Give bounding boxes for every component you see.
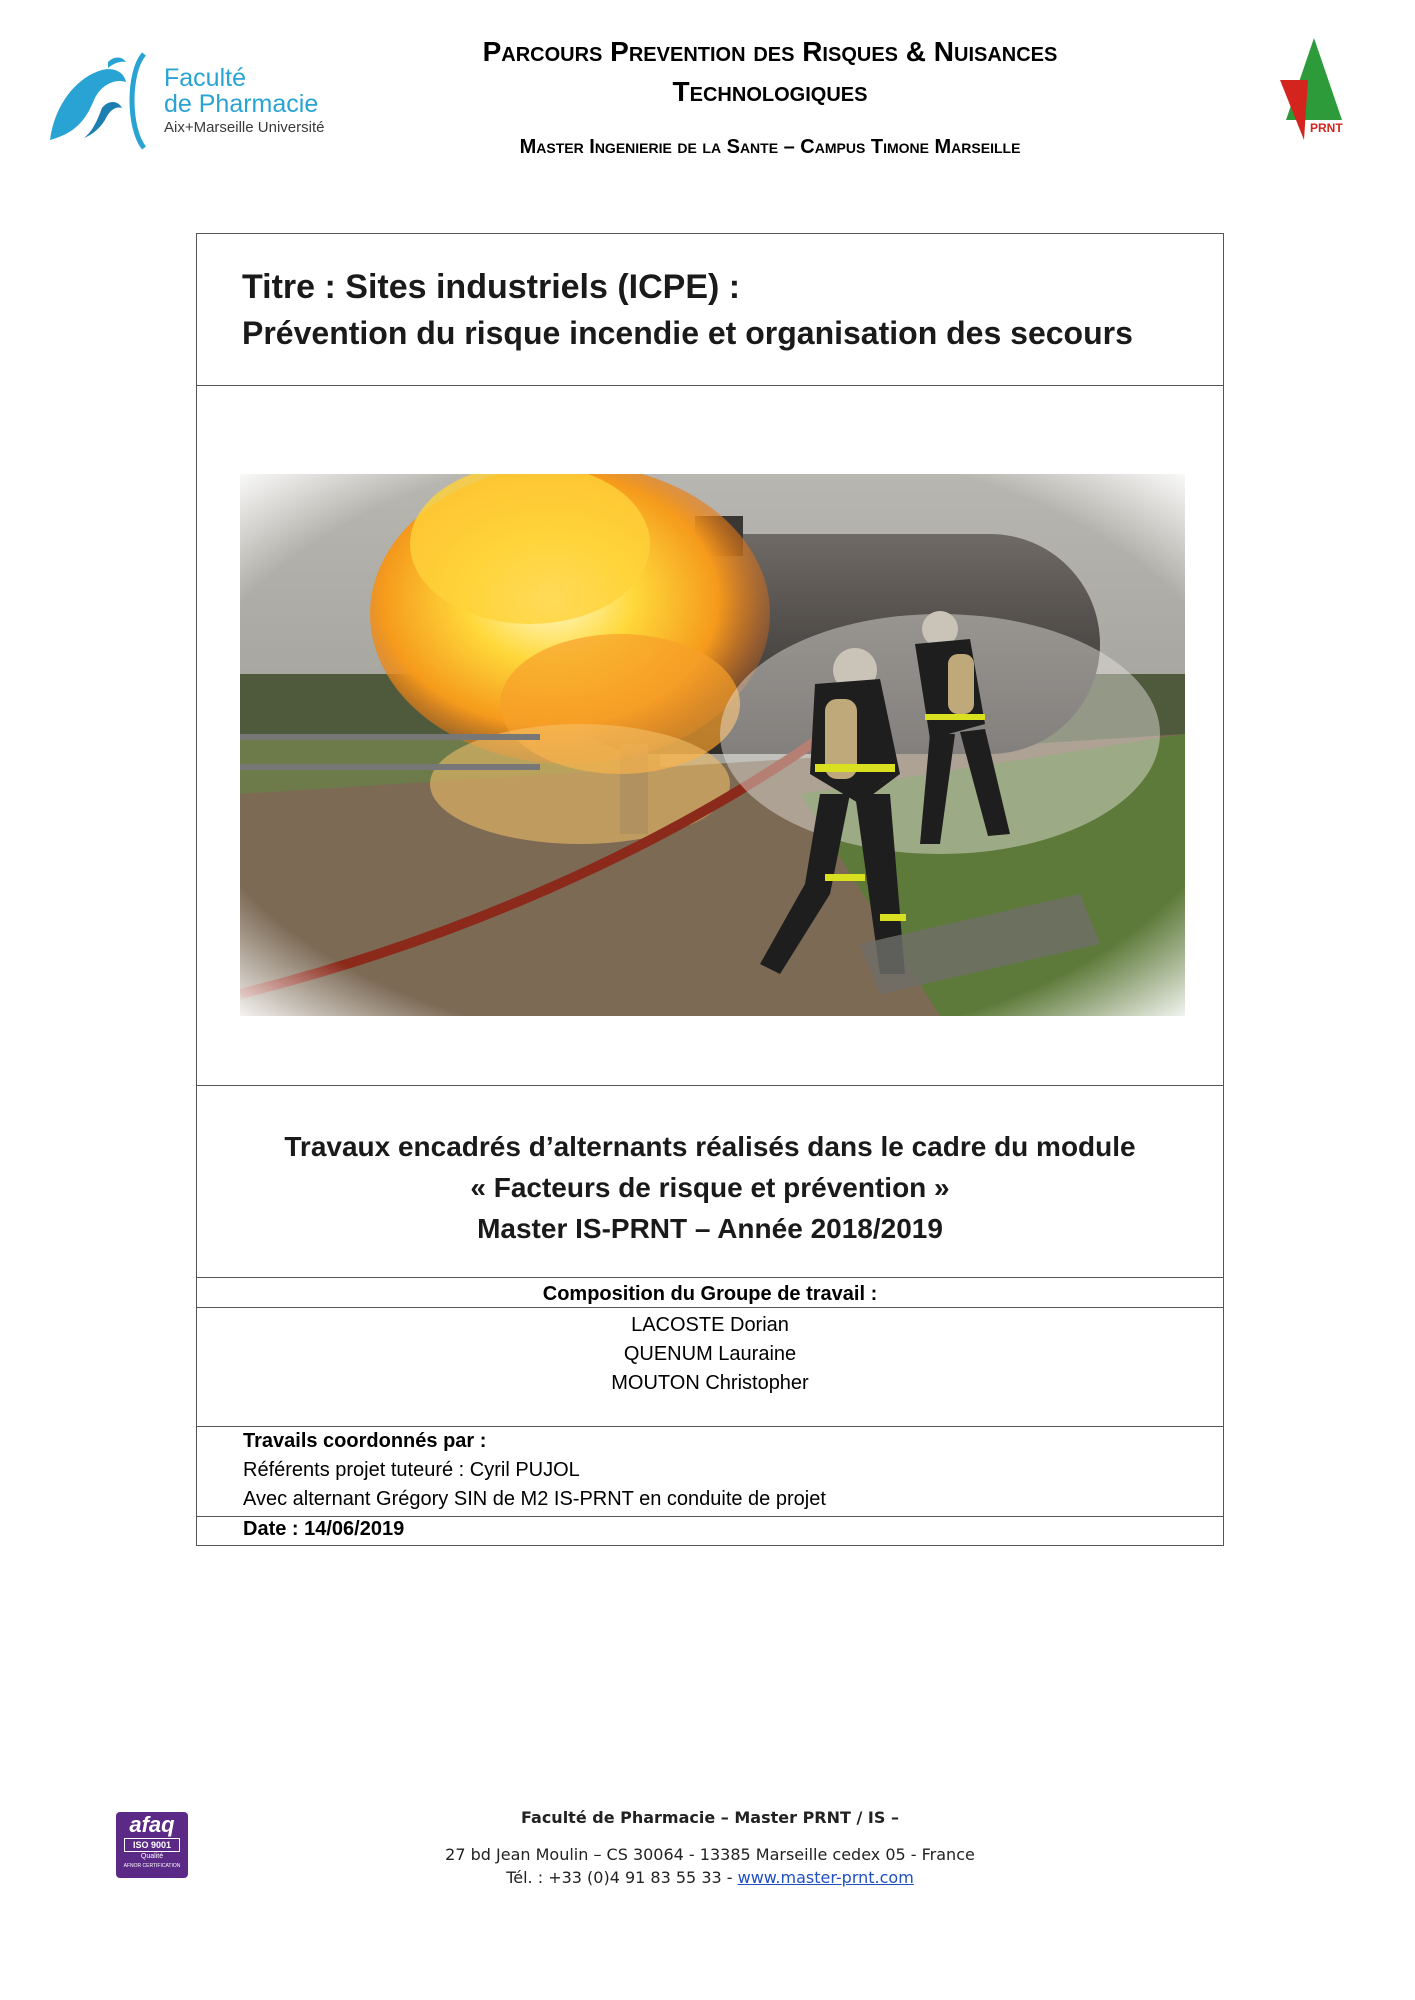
afaq-logo-line4: AFNOR CERTIFICATION [123,1863,181,1869]
parcours-heading-line1: Parcours Prevention des Risques & Nuisances [482,36,1058,67]
footer-contact [300,1868,1120,1887]
afaq-logo-line3: Qualité [140,1853,164,1860]
afaq-logo-line1: afaq [129,1812,175,1837]
footer-tel: Tél. : +33 (0)4 91 83 55 33 - [506,1868,738,1887]
title-line2: Prévention du risque incendie et organisation des secours [242,315,1133,351]
faculty-logo-line1: Faculté [164,64,246,92]
coordination-title: Travails coordonnés par : [243,1430,487,1452]
title-line1: Titre : Sites industriels (ICPE) : [242,268,741,306]
footer-title: Faculté de Pharmacie – Master PRNT / IS – [521,1808,899,1827]
work-description [196,1126,1224,1249]
parcours-heading-line2: Technologiques [672,76,868,107]
member-name: QUENUM Lauraine [623,1343,797,1365]
prnt-logo-text: PRNT [1310,121,1343,135]
faculty-logo-line3: Aix+Marseille Université [164,119,325,136]
document-date: Date : 14/06/2019 [243,1518,405,1540]
divider-photo [197,1085,1223,1086]
work-line2: « Facteurs de risque et prévention » [470,1172,950,1203]
work-line3: Master IS-PRNT – Année 2018/2019 [477,1213,943,1244]
website-link[interactable]: www.master-prnt.com [737,1868,914,1887]
divider-work [197,1277,1223,1278]
footer-address: 27 bd Jean Moulin – CS 30064 - 13385 Marseille cedex 05 - France [445,1845,975,1864]
firefighters-photo [240,474,1185,1016]
coordination-block [243,1427,826,1514]
master-heading: Master Ingenierie de la Sante – Campus Timone Marseille [519,136,1021,158]
document-title [242,264,1202,356]
member-name: LACOSTE Dorian [631,1314,789,1336]
coordination-referents: Référents projet tuteuré : Cyril PUJOL [243,1459,580,1481]
afaq-logo [116,1812,188,1878]
divider-title [197,385,1223,386]
firefighters-photo-icon [240,474,1185,1016]
group-members [196,1311,1224,1398]
afaq-logo-line2: ISO 9001 [124,1838,180,1852]
prnt-logo [1278,36,1348,142]
parcours-heading [380,32,1160,112]
work-line1: Travaux encadrés d’alternants réalisés dans le cadre du module [284,1131,1136,1162]
faculty-logo-line2: de Pharmacie [164,90,319,118]
member-name: MOUTON Christopher [611,1372,809,1394]
faculty-logo [44,48,364,152]
faculty-bird-icon [44,48,164,152]
group-title: Composition du Groupe de travail : [542,1283,878,1305]
coordination-alternant: Avec alternant Grégory SIN de M2 IS-PRNT en conduite de projet [243,1488,826,1510]
